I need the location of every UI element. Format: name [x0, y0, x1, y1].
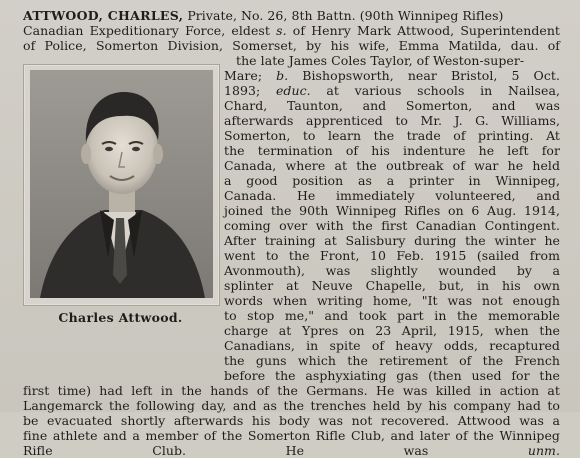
entry-text-segment: to stop me," and took part in the memorable [224, 308, 560, 323]
entry-text-segment: unm. [527, 443, 560, 458]
entry-text-segment: Avonmouth), was slightly wounded by a [224, 263, 560, 278]
entry-text-segment: the late James Coles Taylor, of Weston-super- [236, 53, 525, 68]
entry-text-segment: joined the 90th Winnipeg Rifles on 6 Aug. 1914, [224, 203, 560, 218]
entry-text-segment: went to the Front, 10 Feb. 1915 (sailed from [224, 248, 560, 263]
entry-line [224, 293, 560, 308]
entry-line [23, 413, 560, 428]
entry-line [224, 233, 560, 248]
entry-text-segment: Canada. He immediately volunteered, and [224, 188, 560, 203]
entry-text-segment: coming over with the first Canadian Contingent. [224, 218, 560, 233]
entry-line [224, 248, 560, 263]
entry-text-segment: educ. [275, 83, 311, 98]
entry-line [224, 128, 560, 143]
entry-text-segment: be evacuated shortly afterwards his body was not recovered. Attwood was a [23, 413, 560, 428]
entry-line [224, 368, 560, 383]
entry-text-segment: Canada, where at the outbreak of war he held [224, 158, 560, 173]
entry-line [23, 383, 560, 398]
entry-text-segment: Mare; [224, 68, 277, 83]
entry-line [224, 68, 560, 83]
entry-line [23, 398, 560, 413]
entry-text-segment: at various schools in Nailsea, [310, 83, 560, 98]
entry-line [224, 83, 560, 98]
entry-text-segment: first time) had left in the hands of the Germans. He was killed in action at [23, 383, 560, 398]
entry-line [23, 8, 560, 23]
entry-line [224, 113, 560, 128]
entry-text-segment: Bishopsworth, near Bristol, 5 Oct. [288, 68, 560, 83]
entry-text-segment: After training at Salisbury during the winter he [224, 233, 560, 248]
entry-line [224, 278, 560, 293]
entry-line [224, 203, 560, 218]
entry-line [224, 158, 560, 173]
entry-text-segment: fine athlete and a member of the Somerton Rifle Club, and later of the Winnipeg [23, 428, 560, 443]
entry-line [224, 218, 560, 233]
entry-text-segment: afterwards apprenticed to Mr. J. G. Williams, [224, 113, 560, 128]
entry-text-segment: 1893; [224, 83, 276, 98]
entry-line [224, 188, 560, 203]
entry-line [23, 23, 560, 38]
portrait-frame [23, 64, 220, 306]
entry-text-segment: charge at Ypres on 23 April, 1915, when the [224, 323, 560, 338]
entry-line [224, 308, 560, 323]
entry-text-segment: ATTWOOD, CHARLES, [23, 8, 184, 23]
entry-text-segment: s. [276, 23, 287, 38]
entry-text-segment: the termination of his indenture he left for [224, 143, 560, 158]
entry-line [224, 263, 560, 278]
entry-line [23, 38, 560, 53]
entry-text-segment: Canadians, in spite of heavy odds, recaptured [224, 338, 560, 353]
entry-line [236, 53, 560, 68]
entry-text-segment: Chard, Taunton, and Somerton, and was [224, 98, 560, 113]
entry-line [23, 428, 560, 443]
entry-line [224, 353, 560, 368]
entry-line [224, 98, 560, 113]
entry-text-segment: a good position as a printer in Winnipeg, [224, 173, 560, 188]
entry-line [23, 443, 560, 458]
entry-line [224, 143, 560, 158]
portrait-photo-icon [30, 70, 213, 298]
portrait-caption: Charles Attwood. [58, 310, 183, 325]
entry-text-segment: Canadian Expeditionary Force, eldest [23, 23, 277, 38]
entry-text-segment: Langemarck the following day, and as the trenches held by his company had to [23, 398, 560, 413]
entry-text-segment: words when writing home, "It was not enough [224, 293, 560, 308]
entry-line [224, 323, 560, 338]
entry-text-segment: Somerton, to learn the trade of printing. At [224, 128, 560, 143]
entry-text-segment: before the asphyxiating gas (then used for the [224, 368, 560, 383]
entry-text-segment: b. [276, 68, 289, 83]
entry-text-segment: the guns which the retirement of the French [224, 353, 560, 368]
entry-line [224, 173, 560, 188]
entry-text-segment: Rifle Club. He was [23, 443, 528, 458]
entry-line [224, 338, 560, 353]
entry-text-segment: of Police, Somerton Division, Somerset, by his wife, Emma Matilda, dau. of [23, 38, 560, 53]
entry-text-segment: splinter at Neuve Chapelle, but, in his own [224, 278, 560, 293]
entry-text-segment: Private, No. 26, 8th Battn. (90th Winnipeg Rifles) [183, 8, 504, 23]
entry-text-segment: of Henry Mark Attwood, Superintendent [286, 23, 560, 38]
